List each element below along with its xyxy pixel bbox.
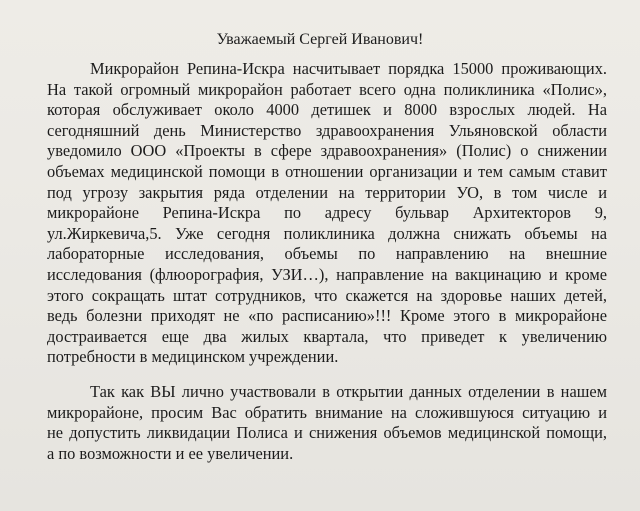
text-line: уведомило ООО «Проекты в сфере здравоохранения» (Полис) о снижении <box>47 141 607 161</box>
text-line: достраивается еще два жилых квартала, что приведет к увеличению <box>47 326 607 346</box>
paragraph-1 <box>47 59 607 368</box>
text-line: а по возможности и ее увеличении. <box>47 443 294 463</box>
text-line: не допустить ликвидации Полиса и снижения объемов медицинской помощи, <box>47 423 607 443</box>
salutation: Уважаемый Сергей Иванович! <box>216 31 424 48</box>
text-line: ул.Жиркевича,5. Уже сегодня поликлиника должна снижать объемы на <box>47 223 607 243</box>
text-line: которая обслуживает около 4000 детишек и 8000 взрослых людей. На <box>47 100 607 120</box>
text-line: микрорайоне, просим Вас обратить внимание на сложившуюся ситуацию и <box>47 402 607 422</box>
text-line: микрорайоне Репина-Искра по адресу бульвар Архитекторов 9, <box>47 203 607 223</box>
text-line: сегодняшний день Министерство здравоохранения Ульяновской области <box>47 120 607 140</box>
text-line: объемах медицинской помощи в отношении организации и тем самым ставит <box>47 161 607 181</box>
text-line: этого сокращать штат сотрудников, что скажется на здоровье наших детей, <box>47 285 607 305</box>
text-line: ведь болезни приходят не «по расписанию»!!! Кроме этого в микрорайоне <box>47 306 607 326</box>
paragraph-gap <box>47 368 607 382</box>
text-line: Так как ВЫ лично участвовали в открытии данных отделении в нашем <box>90 381 607 401</box>
text-line: потребности в медицинском учреждении. <box>47 347 339 367</box>
letter-body <box>47 59 607 464</box>
text-line: под угрозу закрытия ряда отделении на территории УО, в том числе и <box>47 182 607 202</box>
text-line: лабораторные исследования, объемы по направлению на внешние <box>47 244 607 264</box>
text-line: Микрорайон Репина-Искра насчитывает порядка 15000 проживающих. <box>90 59 607 78</box>
text-line: исследования (флюорография, УЗИ…), направление на вакцинацию и кроме <box>47 264 607 284</box>
text-line: На такой огромный микрорайон работает всего одна поликлиника «Полис», <box>47 79 607 99</box>
paragraph-2 <box>47 382 607 464</box>
